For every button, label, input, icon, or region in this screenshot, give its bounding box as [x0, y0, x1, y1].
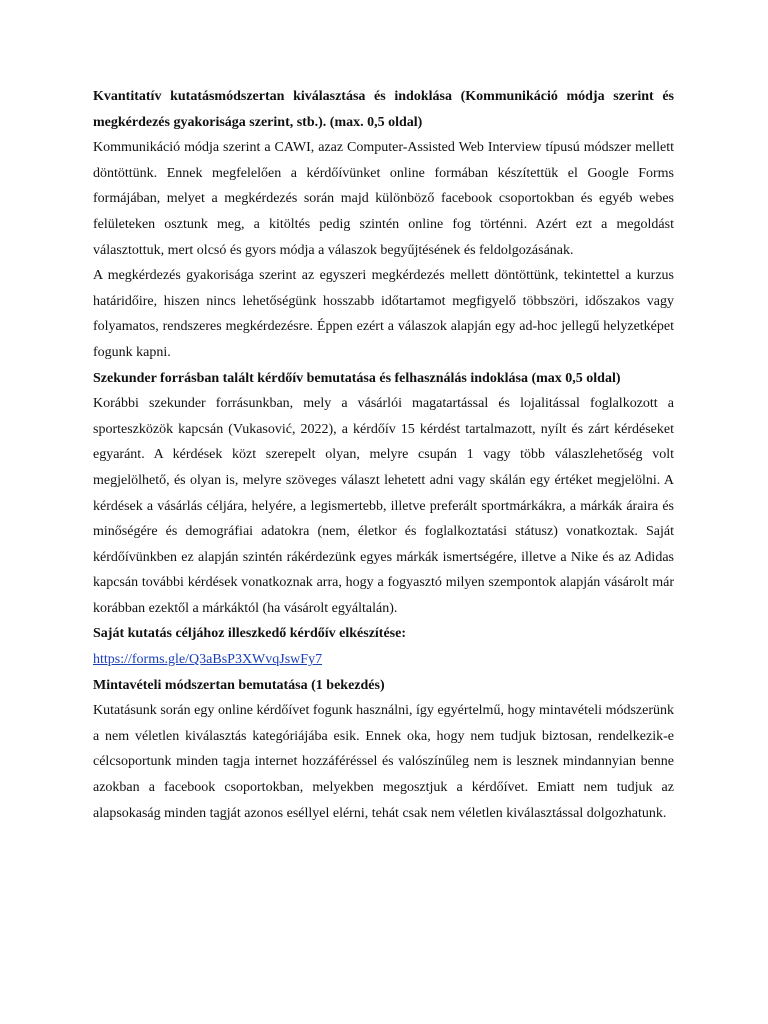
questionnaire-link[interactable]: https://forms.gle/Q3aBsP3XWvqJswFy7 [93, 652, 323, 668]
section-heading-sampling-method: Mintavételi módszertan bemutatása (1 bekezdés) [93, 677, 385, 693]
section-heading-quantitative-method: Kvantitatív kutatásmódszertan kiválasztása és indoklása (Kommunikáció módja szerint és megkérdezés gyakorisága szerint, stb.). (max. 0,5 oldal) [93, 89, 674, 130]
paragraph-communication-method: Kommunikáció módja szerint a CAWI, azaz Computer-Assisted Web Interview típusú módszer mellett döntöttünk. Ennek megfelelően a kérdőívünket online formában készítettük el Google Forms formájában, melyet a megkérdezés során majd különböző facebook csoportokban és egyéb webes felületeken osztunk meg, a kitöltés pedig szintén online fog történni. Azért ezt a megoldást választottuk, mert olcsó és gyors módja a válaszok begyűjtésének és feldolgozásának. [93, 140, 674, 258]
questionnaire-link-row [93, 647, 674, 673]
section-heading-secondary-questionnaire: Szekunder forrásban talált kérdőív bemutatása és felhasználás indoklása (max 0,5 oldal) [93, 370, 621, 386]
paragraph-secondary-source: Korábbi szekunder forrásunkban, mely a vásárlói magatartással és lojalitással foglalkozott a sporteszközök kapcsán (Vukasović, 2022), a kérdőív 15 kérdést tartalmazott, nyílt és zárt kérdéseket egyaránt. A kérdések közt szerepelt olyan, melyre csupán 1 vagy több válaszlehetőség volt megjelölhető, és olyan is, melyre szöveges választ lehetett adni vagy skálán egy értéket megjelölni. A kérdések a vásárlás céljára, helyére, a legismertebb, illetve preferált sportmárkákra, a márkák áraira és minőségére és demográfiai adatokra (nem, életkor és foglalkoztatási státusz) vonatkoztak. Saját kérdőívünkben ez alapján szintén rákérdezünk egyes márkák ismertségére, illetve a Nike és az Adidas kapcsán további kérdések vonatkoznak arra, hogy a fogyasztó milyen szempontok alapján vásárolt már korábban ezektől a márkáktól (ha vásárolt egyáltalán). [93, 396, 674, 616]
paragraph-survey-frequency: A megkérdezés gyakorisága szerint az egyszeri megkérdezés mellett döntöttünk, tekintettel a kurzus határidőire, hiszen nincs lehetőségünk hosszabb időtartamot megfigyelő többszöri, időszakos vagy folyamatos, rendszeres megkérdezésre. Éppen ezért a válaszok alapján egy ad-hoc jellegű helyzetképet fogunk kapni. [93, 268, 674, 360]
section-heading-own-questionnaire: Saját kutatás céljához illeszkedő kérdőív elkészítése: [93, 626, 407, 642]
paragraph-sampling-method: Kutatásunk során egy online kérdőívet fogunk használni, így egyértelmű, hogy mintavételi módszerünk a nem véletlen kiválasztás kategóriájába esik. Ennek oka, hogy nem tudjuk biztosan, rendelkezik-e célcsoportunk minden tagja internet hozzáféréssel és valószínűleg nem is lesznek mindannyian benne azokban a facebook csoportokban, melyekben megosztjuk a kérdőívet. Emiatt nem tudjuk az alapsokaság minden tagját azonos eséllyel elérni, tehát csak nem véletlen kiválasztással dolgozhatunk. [93, 703, 674, 821]
